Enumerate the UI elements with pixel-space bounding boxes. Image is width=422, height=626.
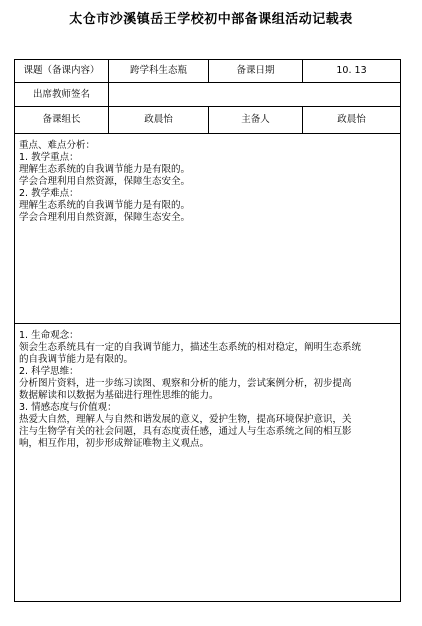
attendees-label: 出席教师签名 [15, 83, 109, 107]
objectives-line: 分析图片资料，进一步练习读图、观察和分析的能力，尝试案例分析，初步提高 [19, 378, 352, 389]
date-label: 备课日期 [209, 60, 303, 83]
objectives-line: 3. 情感态度与价值观： [19, 402, 117, 413]
presenter-label: 主备人 [209, 107, 303, 134]
key-points-line: 学会合理利用自然资源，保障生态安全。 [19, 212, 191, 223]
document-title: 太仓市沙溪镇岳王学校初中部备课组活动记载表 [69, 12, 353, 27]
key-points-line: 1. 教学重点： [19, 152, 79, 163]
objectives-row [15, 324, 401, 602]
key-points-line: 学会合理利用自然资源，保障生态安全。 [19, 176, 191, 187]
key-points-heading: 重点、难点分析： [19, 140, 96, 151]
key-points-cell [15, 134, 401, 324]
key-points-row [15, 134, 401, 324]
leader-label: 备课组长 [15, 107, 109, 134]
key-points-line: 理解生态系统的自我调节能力是有限的。 [19, 200, 191, 211]
date-value: 10. 13 [303, 60, 401, 83]
objectives-line: 1. 生命观念： [19, 330, 79, 341]
objectives-line: 数据解读和以数据为基础进行理性思维的能力。 [19, 390, 219, 401]
objectives-line: 的自我调节能力是有限的。 [19, 354, 134, 365]
topic-row [15, 60, 401, 83]
topic-value: 跨学科生态瓶 [109, 60, 209, 83]
objectives-line: 响，相互作用，初步形成辩证唯物主义观点。 [19, 438, 210, 449]
key-points-line: 2. 教学难点： [19, 188, 79, 199]
objectives-cell [15, 324, 401, 602]
record-table [14, 59, 401, 602]
attendees-row [15, 83, 401, 107]
leader-value: 政晨怡 [109, 107, 209, 134]
objectives-line: 热爱大自然，理解人与自然和谐发展的意义，爱护生物，提高环境保护意识，关 [19, 414, 352, 425]
leader-row [15, 107, 401, 134]
attendees-value [109, 83, 401, 107]
topic-label: 课题（备课内容） [15, 60, 109, 83]
objectives-line: 领会生态系统具有一定的自我调节能力，描述生态系统的相对稳定，阐明生态系统 [19, 342, 362, 353]
presenter-value: 政晨怡 [303, 107, 401, 134]
objectives-line: 注与生物学有关的社会问题，具有态度责任感，通过人与生态系统之间的相互影 [19, 426, 352, 437]
objectives-line: 2. 科学思维： [19, 366, 79, 377]
key-points-line: 理解生态系统的自我调节能力是有限的。 [19, 164, 191, 175]
